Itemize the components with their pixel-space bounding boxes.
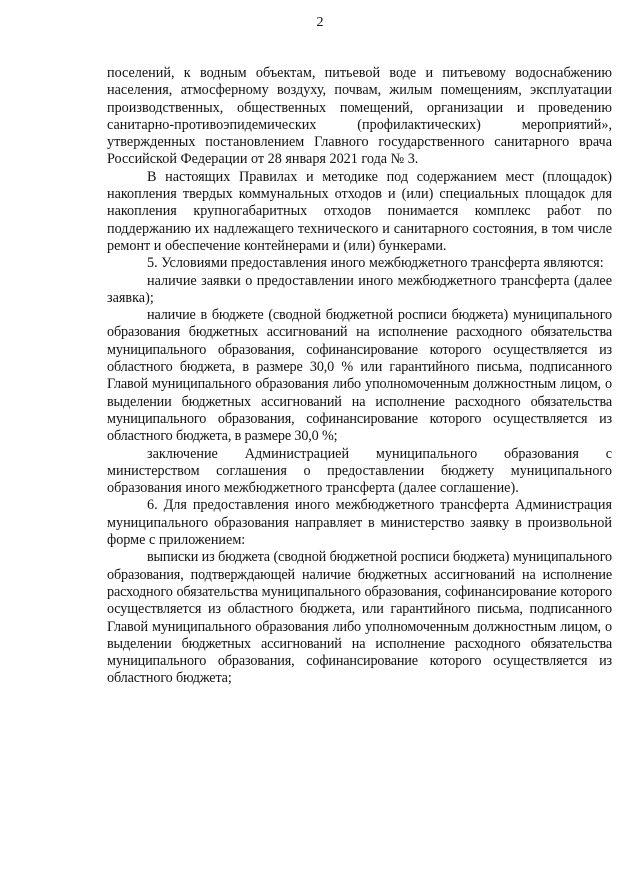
paragraph-clause-5: 5. Условиями предоставления иного межбюджетного трансферта являются: [147, 255, 604, 272]
paragraph-budget-extract: выписки из бюджета (сводной бюджетной росписи бюджета) муниципального образования, подтверждающей наличие бюджетных ассигнований на исполнение расходного обязательства муниципального образования, софинансирование которого осуществляется из областного бюджета, или гарантийного письма, подписанного Главой муниципального образования либо уполномоченным должностным лицом, о выделении бюджетных ассигнований на исполнение расходного обязательства муниципального образования, софинансирование которого осуществляется из областного бюджета; [107, 549, 612, 687]
paragraph-sanpin-reference: поселений, к водным объектам, питьевой воде и питьевому водоснабжению населения, атмосферному воздуху, почвам, жилым помещениям, эксплуатации производственных, общественных помещений, организации и проведению санитарно-противоэпидемических (профилактических) мероприятий», утвержденных постановлением Главного государственного санитарного врача Российской Федерации от 28 января 2021 года № 3. [107, 65, 612, 168]
paragraph-condition-application: наличие заявки о предоставлении иного межбюджетного трансферта (далее заявка); [107, 272, 612, 306]
paragraph-condition-agreement: заключение Администрацией муниципального образования с министерством соглашения о предоставлении бюджету муниципального образования иного межбюджетного трансферта (далее соглашение). [107, 445, 612, 497]
paragraph-condition-budget: наличие в бюджете (сводной бюджетной росписи бюджета) муниципального образования бюджетных ассигнований на исполнение расходного обязательства муниципального образования, софинансирование которого осуществляется из областного бюджета, в размере 30,0 % или гарантийного письма, подписанного Главой муниципального образования либо уполномоченным должностным лицом, о выделении бюджетных ассигнований на исполнение расходного обязательства муниципального образования, софинансирование которого осуществляется из областного бюджета, в размере 30,0 %; [107, 307, 612, 445]
paragraph-clause-6: 6. Для предоставления иного межбюджетного трансферта Администрация муниципального образования направляет в министерство заявку в произвольной форме с приложением: [107, 497, 612, 549]
document-body [107, 65, 612, 688]
page-number: 2 [316, 15, 324, 30]
paragraph-maintenance-definition: В настоящих Правилах и методике под содержанием мест (площадок) накопления твердых коммунальных отходов и (или) специальных площадок для накопления крупногабаритных отходов понимается комплекс работ по поддержанию их надлежащего технического и санитарного состояния, в том числе ремонт и обеспечение контейнерами и (или) бункерами. [107, 168, 612, 254]
